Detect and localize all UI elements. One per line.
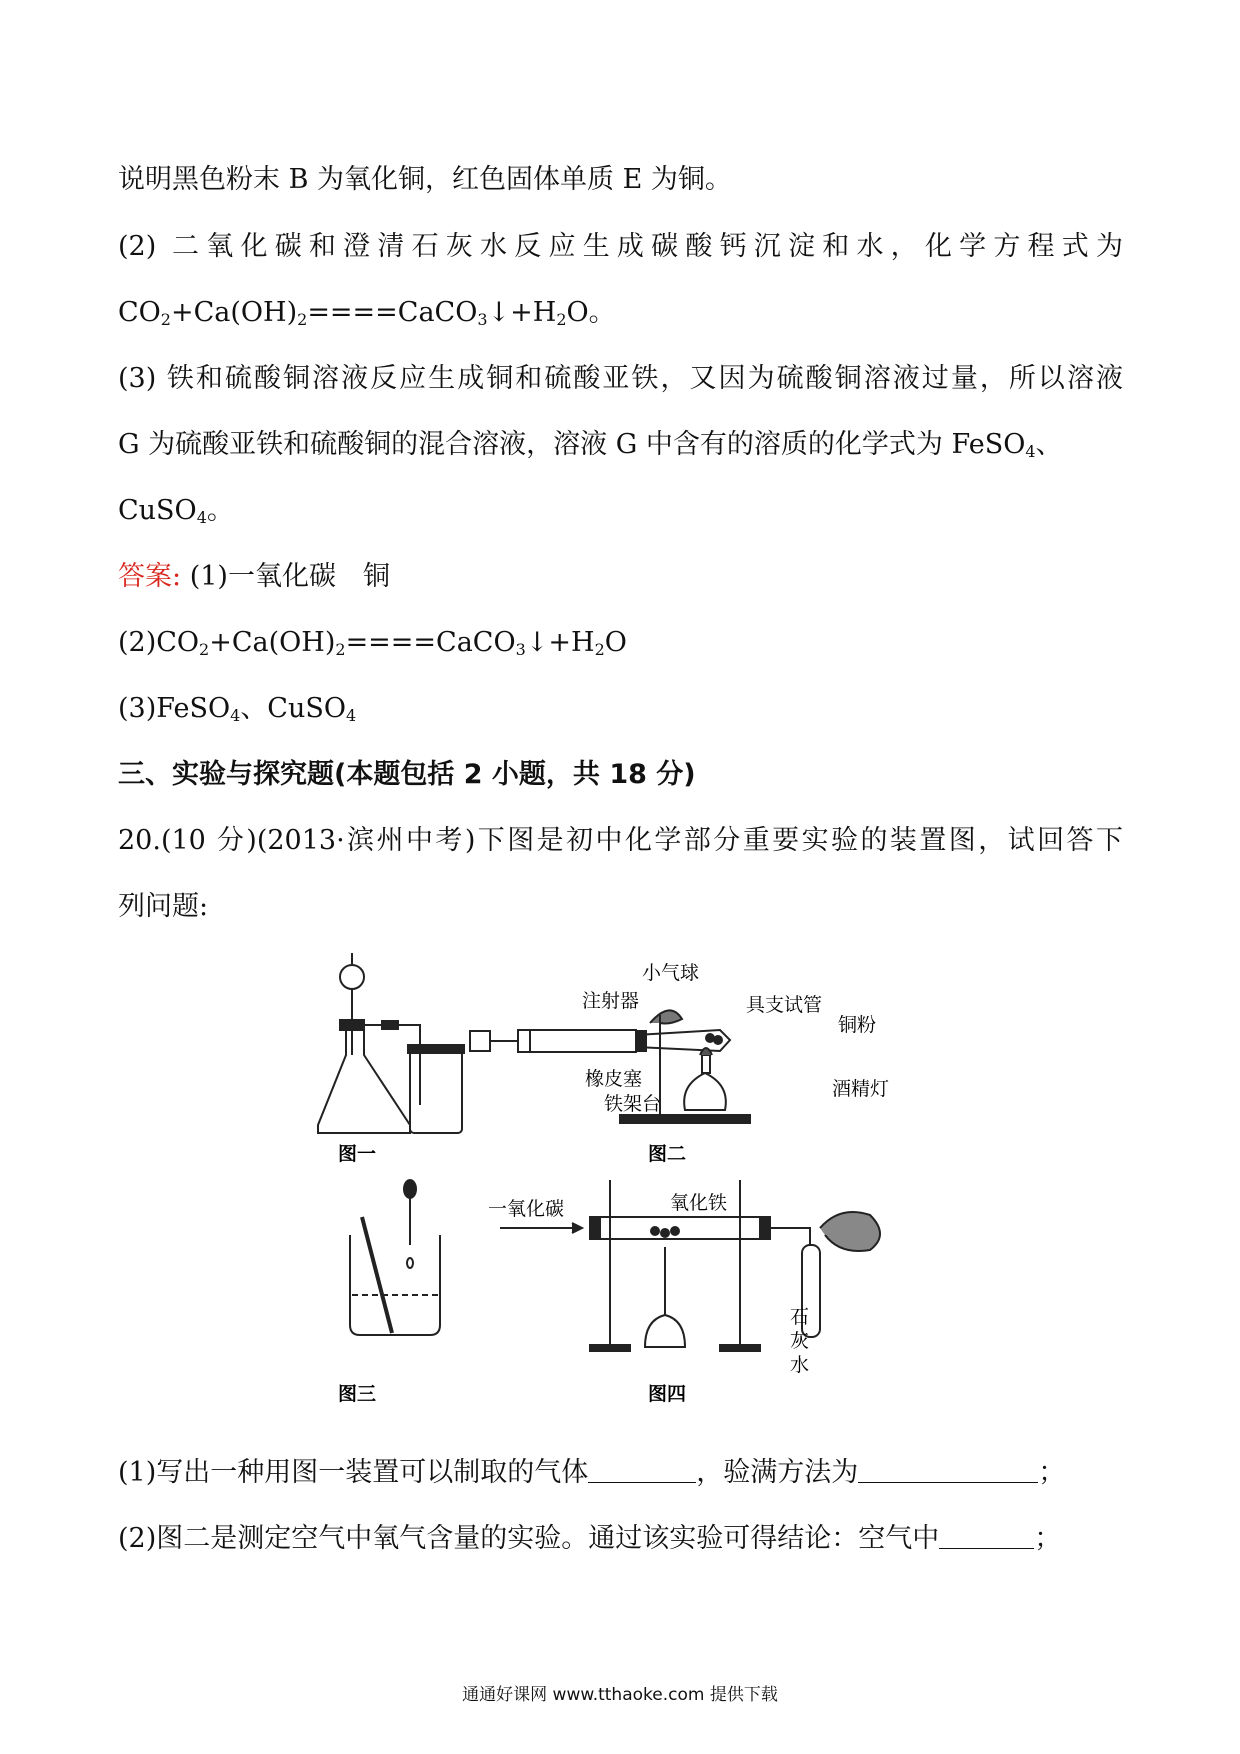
text-line-2: (2) 二氧化碳和澄清石灰水反应生成碳酸钙沉淀和水，化学方程式为 [118, 231, 1123, 262]
label-side-tube: 具支试管 [746, 994, 823, 1016]
label-stopper: 橡皮塞 [585, 1068, 643, 1090]
label-limewater-1: 石 [790, 1306, 810, 1328]
experiment-diagram [310, 945, 950, 1425]
fig1-apparatus [318, 953, 464, 1133]
label-copper-powder: 铜粉 [838, 1014, 877, 1036]
answer-blank-gas[interactable] [588, 1456, 696, 1483]
answer-label: 答案: [118, 561, 182, 592]
label-co: 一氧化碳 [488, 1198, 565, 1220]
equation-line: $CO_2+Ca(OH)_2====CaCO_3↓+H_2O$。 [118, 297, 616, 329]
text-line-1: 说明黑色粉末 B 为氧化铜，红色固体单质 E 为铜。 [118, 164, 732, 195]
label-iron-stand: 铁架台 [604, 1093, 662, 1115]
answer-line-3: (3)FeSO$_4$、CuSO$_4$ [118, 693, 357, 725]
fig2-label: 图二 [648, 1143, 687, 1165]
label-alcohol-lamp: 酒精灯 [832, 1078, 890, 1100]
question-1-line: (1)写出一种用图一装置可以制取的气体 ，验满方法为 ； [118, 1457, 1066, 1488]
fig3-label: 图三 [338, 1383, 377, 1405]
question-2-line: (2)图二是测定空气中氧气含量的实验。通过该实验可得结论：空气中 ； [118, 1523, 1062, 1554]
text-line-4: (3) 铁和硫酸铜溶液反应生成铜和硫酸亚铁，又因为硫酸铜溶液过量，所以溶液 [118, 363, 1123, 394]
question-20-line-1: 20.(10 分)(2013·滨州中考)下图是初中化学部分重要实验的装置图，试回答下 [118, 825, 1123, 856]
answer-line-2: $(2)CO_2+Ca(OH)_2====CaCO_3↓+H_2O$ [118, 627, 627, 659]
text-line-6: CuSO$_4$。 [118, 495, 234, 527]
label-limewater-2: 灰 [790, 1330, 810, 1352]
answer-blank-method[interactable] [858, 1456, 1038, 1483]
label-iron-oxide: 氧化铁 [670, 1192, 728, 1214]
page-footer: 通通好课网 www.tthaoke.com 提供下载 [462, 1685, 778, 1705]
text-line-5: G 为硫酸亚铁和硫酸铜的混合溶液，溶液 G 中含有的溶质的化学式为 FeSO$_4$、 [118, 429, 1063, 461]
label-syringe: 注射器 [582, 990, 640, 1012]
fig4-label: 图四 [648, 1383, 687, 1405]
label-limewater-3: 水 [790, 1354, 810, 1376]
section-heading: 三、实验与探究题(本题包括 2 小题，共 18 分) [118, 759, 696, 790]
answer-blank-conclusion[interactable] [939, 1522, 1034, 1549]
fig3-apparatus [350, 1180, 440, 1335]
question-20-line-2: 列问题: [118, 891, 209, 922]
fig1-label: 图一 [338, 1143, 377, 1165]
label-balloon: 小气球 [642, 962, 700, 984]
answer-line-1: 答案: (1)一氧化碳 铜 [118, 561, 390, 592]
